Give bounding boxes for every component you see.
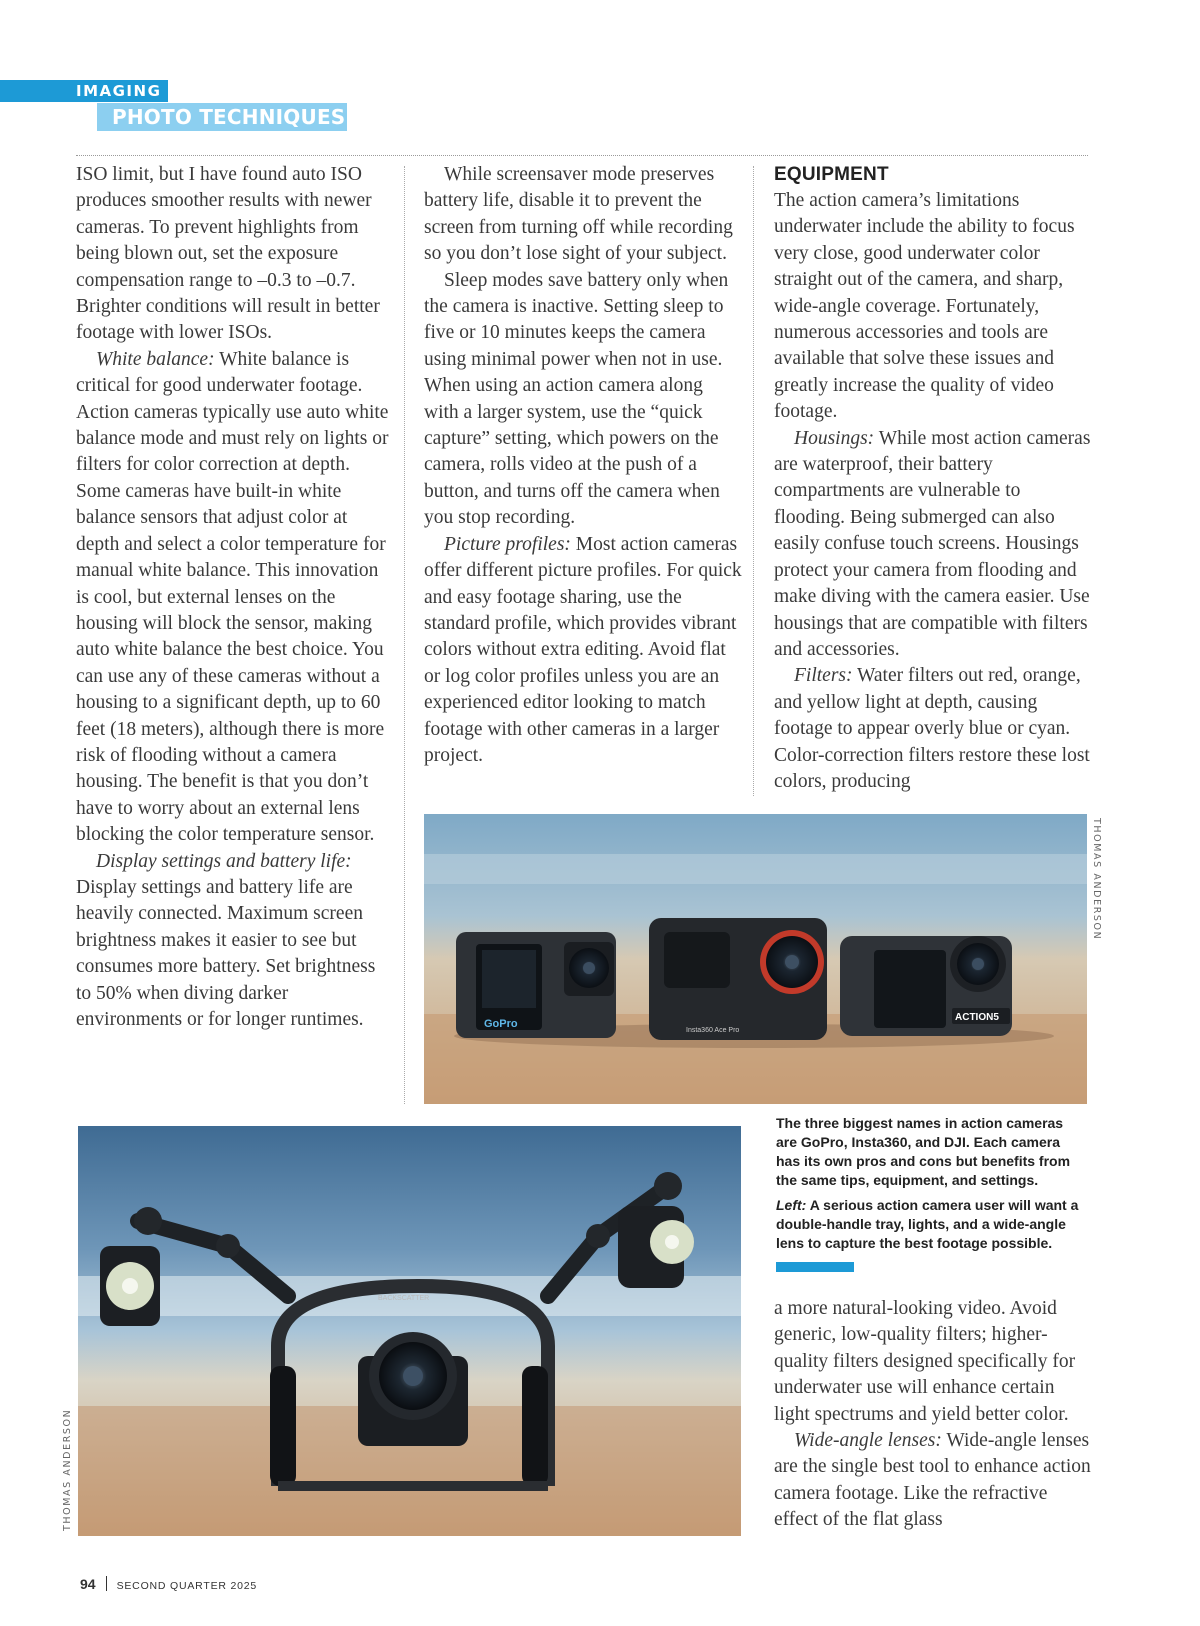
caption-direction: Left:: [776, 1197, 807, 1213]
paragraph: ISO limit, but I have found auto ISO produces smoother results with newer cameras. To prevent highlights from being blown out, set the exposure compensation range to –0.3 to –0.7. Brighter conditions will result in better footage with lower ISOs.: [76, 164, 380, 344]
camera-tray-illustration: [78, 1126, 741, 1536]
run-in-head: Filters:: [794, 665, 853, 687]
caption-tray: [776, 1196, 1086, 1253]
tray-label: BACKSCATTER: [378, 1295, 430, 1302]
paragraph-body: White balance is critical for good underwater footage. Action cameras typically use auto white balance mode and must rely on lights or filters for color correction at depth. Some cameras have built-in white balance sensors that adjust color at depth and select a color temperature for manual white balance. This innovation is cool, but external lenses on the housing will block the sensor, making auto white balance the best choice. You can use any of these cameras without a housing to a significant depth, up to 60 feet (18 meters), although there is more risk of flooding without a camera housing. The benefit is that you don’t have to worry about an external lens blocking the color temperature sensor.: [76, 348, 389, 846]
caption-body: A serious action camera user will want a double-handle tray, lights, and a wide-angle lens to capture the best footage possible.: [776, 1197, 1079, 1251]
run-in-head: White balance:: [96, 348, 215, 370]
photo-credit-2: THOMAS ANDERSON: [62, 1408, 73, 1531]
caption-cameras: The three biggest names in action cameras are GoPro, Insta360, and DJI. Each camera has its own pros and cons but benefits from the same tips, equipment, and settings.: [776, 1115, 1071, 1188]
caption-accent-bar: [776, 1262, 854, 1272]
action-cameras-illustration: [424, 814, 1087, 1104]
paragraph: [424, 532, 742, 770]
camera-label-gopro: GoPro: [484, 1018, 518, 1030]
paragraph: [76, 347, 394, 849]
article-column-2: [424, 162, 742, 769]
article-column-3-continued: [774, 1296, 1092, 1534]
page-number: 94: [80, 1576, 96, 1592]
paragraph: a more natural-looking video. Avoid generic, low-quality filters; higher-quality filters designed specifically for underwater use will enhance certain light spectrums and yield better color.: [774, 1298, 1076, 1425]
column-separator-1: [404, 166, 405, 1104]
issue-label: SECOND QUARTER 2025: [116, 1580, 258, 1592]
run-in-head: Wide-angle lenses:: [794, 1430, 942, 1452]
paragraph: While screensaver mode preserves battery life, disable it to prevent the screen from turning off while recording so you don’t lose sight of your subject.: [424, 164, 733, 265]
header-rule: [76, 155, 1088, 156]
paragraph-body: While most action cameras are waterproof, their battery compartments are vulnerable to flooding. Being submerged can also easily confuse touch screens. Housings protect your camera from flooding and make diving with the camera easier. Use housings that are compatible with filters and accessories.: [774, 427, 1091, 660]
run-in-head: Display settings and battery life:: [96, 850, 352, 872]
photo-captions: [776, 1114, 1086, 1259]
subsection-label: PHOTO TECHNIQUES: [112, 105, 346, 129]
paragraph: [774, 1428, 1092, 1534]
page-footer: [80, 1576, 257, 1592]
paragraph: [774, 663, 1092, 795]
photo-camera-tray: [78, 1126, 741, 1536]
footer-divider: [106, 1576, 107, 1591]
paragraph-body: Wide-angle lenses are the single best tool to enhance action camera footage. Like the refractive effect of the flat glass: [774, 1430, 1091, 1531]
column-separator-2: [753, 166, 754, 796]
run-in-head: Picture profiles:: [444, 533, 571, 555]
section-heading: EQUIPMENT: [774, 164, 889, 185]
camera-label-insta360: Insta360 Ace Pro: [686, 1027, 740, 1034]
paragraph-body: Water filters out red, orange, and yellow light at depth, causing footage to appear overly blue or cyan. Color-correction filters restore these lost colors, producing: [774, 665, 1090, 792]
article-column-3: [774, 162, 1092, 795]
paragraph: [76, 849, 394, 1034]
paragraph-body: Display settings and battery life are heavily connected. Maximum screen brightness makes it easier to see but consumes more battery. Set brightness to 50% when diving darker environments or for longer runtimes.: [76, 876, 376, 1030]
paragraph: The action camera’s limitations underwater include the ability to focus very close, good underwater color straight out of the camera, and sharp, wide-angle coverage. Fortunately, numerous accessories and tools are available that solve these issues and greatly increase the quality of video footage.: [774, 190, 1075, 423]
run-in-head: Housings:: [794, 427, 875, 449]
section-label: IMAGING: [76, 82, 162, 100]
article-column-1: [76, 162, 394, 1033]
paragraph-body: Most action cameras offer different picture profiles. For quick and easy footage sharing, use the standard profile, which provides vibrant colors without extra editing. Avoid flat or log color profiles unless you are an experienced editor looking to match footage with other cameras in a larger project.: [424, 533, 742, 766]
photo-credit-1: THOMAS ANDERSON: [1091, 818, 1102, 941]
camera-label-dji: ACTION5: [955, 1012, 999, 1023]
photo-action-cameras: [424, 814, 1087, 1104]
paragraph: Sleep modes save battery only when the camera is inactive. Setting sleep to five or 10 minutes keeps the camera using minimal power when not in use. When using an action camera along with a larger system, use the “quick capture” setting, which powers on the camera, rolls video at the push of a button, and turns off the camera when you stop recording.: [424, 269, 729, 529]
paragraph: [774, 426, 1092, 664]
